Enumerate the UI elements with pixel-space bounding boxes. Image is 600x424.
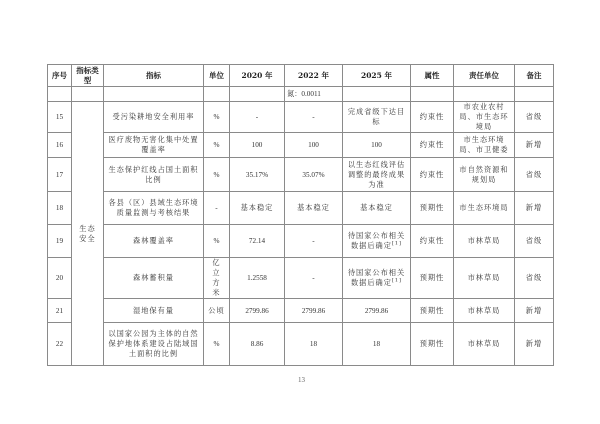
indicator-table	[47, 64, 554, 366]
footnote-ref: [1]	[391, 277, 403, 284]
table-row: 15 生态安全 受污染耕地安全利用率 % - - 完成省级下达目标 约束性 市农业农村局、市生态环境局 省级	[48, 102, 554, 133]
header-attribute: 属性	[411, 65, 454, 87]
header-responsible: 责任单位	[454, 65, 515, 87]
table-row: 18 各县（区）县域生态环境质量监测与考核结果 - 基本稳定 基本稳定 基本稳定 预期性 市生态环境局 新增	[48, 192, 554, 225]
header-2020: 2020 年	[230, 65, 285, 87]
note-row	[48, 87, 554, 102]
header-no: 序号	[48, 65, 72, 87]
header-2022: 2022 年	[285, 65, 343, 87]
note-2022: 氮：0.0011	[285, 87, 343, 102]
footnote-ref: [1]	[391, 240, 403, 247]
header-indicator: 指标	[104, 65, 204, 87]
table-row: 19 森林覆盖率 % 72.14 - 待国家公布相关数据后确定[1] 约束性 市林草局 省级	[48, 225, 554, 258]
table-row: 21 湿地保有量 公顷 2799.86 2799.86 2799.86 预期性 市林草局 新增	[48, 299, 554, 323]
table-row: 17 生态保护红线占国土面积比例 % 35.17% 35.07% 以生态红线评估调整的最终成果为准 约束性 市自然资源和规划局 省级	[48, 158, 554, 192]
header-type: 指标类型	[72, 65, 104, 87]
header-2025: 2025 年	[343, 65, 411, 87]
header-row	[48, 65, 554, 87]
header-remark: 备注	[515, 65, 554, 87]
category-cell: 生态安全	[72, 102, 104, 366]
header-unit: 单位	[204, 65, 230, 87]
table-row: 16 医疗废物无害化集中处置覆盖率 % 100 100 100 约束性 市生态环境局、市卫健委 新增	[48, 133, 554, 158]
table-row: 20 森林蓄积量 亿立方米 1.2558 - 待国家公布相关数据后确定[1] 预期性 市林草局 省级	[48, 258, 554, 299]
page-number: 13	[298, 376, 305, 384]
table-row: 22 以国家公园为主体的自然保护地体系建设占陆域国土面积的比例 % 8.86 18 18 预期性 市林草局 新增	[48, 323, 554, 366]
